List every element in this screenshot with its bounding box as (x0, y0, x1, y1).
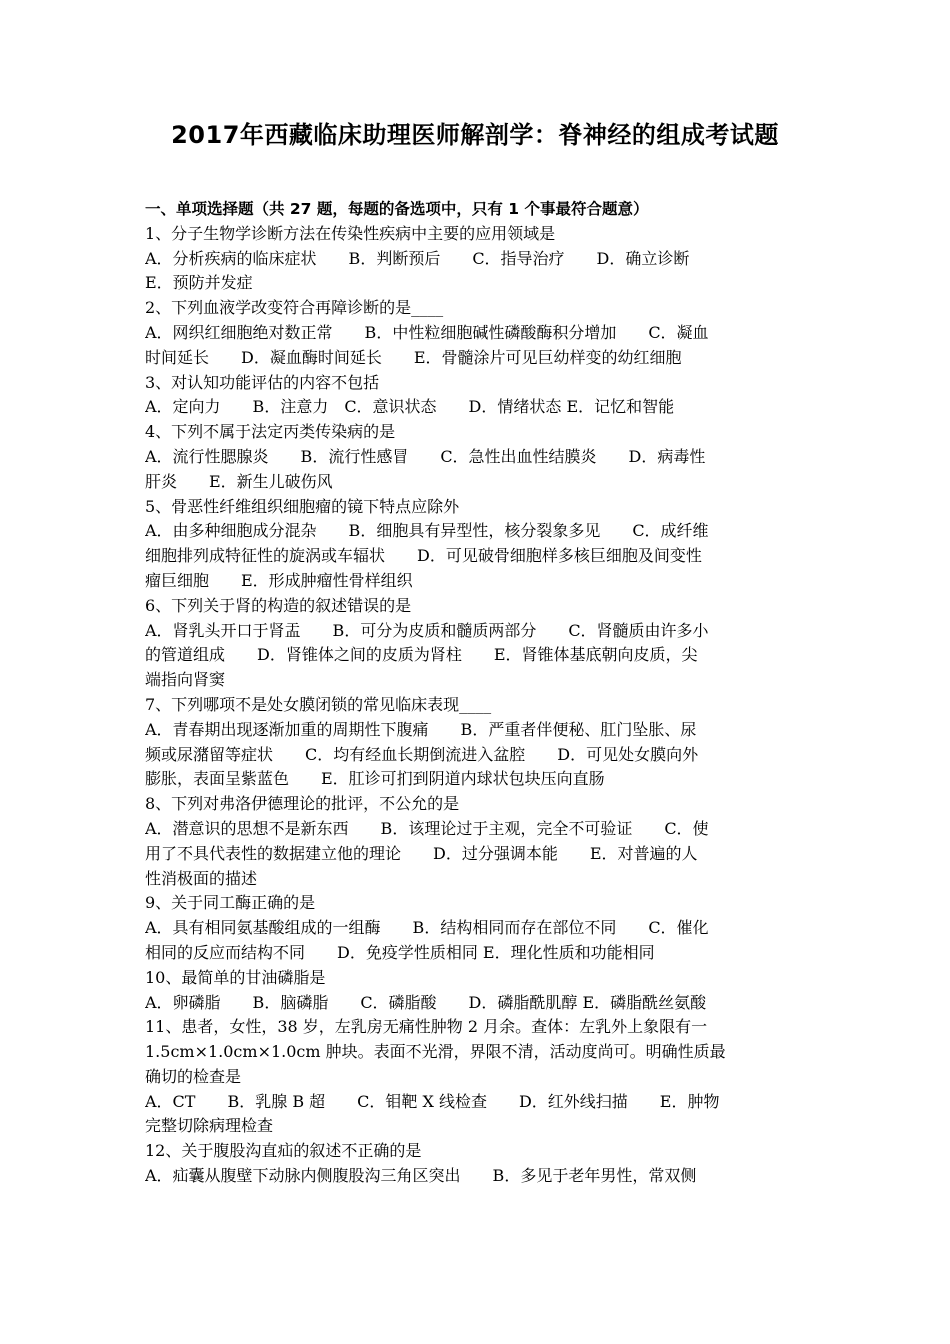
text-line: A．分析疾病的临床症状 B．判断预后 C．指导治疗 D．确立诊断 (145, 248, 690, 268)
text-line: 用了不具代表性的数据建立他的理论 D．过分强调本能 E．对普遍的人 (145, 843, 698, 863)
text-line: A．卵磷脂 B．脑磷脂 C．磷脂酸 D．磷脂酰肌醇 E．磷脂酰丝氨酸 (145, 992, 707, 1012)
text-line: 1.5cm×1.0cm×1.0cm 肿块。表面不光滑，界限不清，活动度尚可。明确性质最 (145, 1042, 726, 1062)
text-line: A．疝囊从腹壁下动脉内侧腹股沟三角区突出 B．多见于老年男性，常双侧 (145, 1166, 697, 1186)
text-line: 性消极面的描述 (145, 868, 258, 888)
question-lines (145, 222, 810, 1189)
text-line: 的管道组成 D．肾锥体之间的皮质为肾柱 E．肾锥体基底朝向皮质，尖 (145, 645, 698, 665)
text-line: 4、下列不属于法定丙类传染病的是 (145, 422, 396, 442)
text-line: 细胞排列成特征性的旋涡或车辐状 D．可见破骨细胞样多核巨细胞及间变性 (145, 546, 702, 566)
text-line: 时间延长 D．凝血酶时间延长 E．骨髓涂片可见巨幼样变的幼红细胞 (145, 347, 682, 367)
section-heading: 一、单项选择题（共 27 题，每题的备选项中，只有 1 个事最符合题意） (145, 200, 649, 218)
text-line: A．流行性腮腺炎 B．流行性感冒 C．急性出血性结膜炎 D．病毒性 (145, 446, 706, 466)
text-line: 相同的反应而结构不同 D．免疫学性质相同 E．理化性质和功能相同 (145, 942, 655, 962)
text-line: 瘤巨细胞 E．形成肿瘤性骨样组织 (145, 570, 413, 590)
text-line: 10、最简单的甘油磷脂是 (145, 967, 326, 987)
text-line: 5、骨恶性纤维组织细胞瘤的镜下特点应除外 (145, 496, 460, 516)
text-line: 9、关于同工酶正确的是 (145, 893, 316, 913)
text-line: 肝炎 E．新生儿破伤风 (145, 471, 333, 491)
text-line: A．潜意识的思想不是新东西 B．该理论过于主观，完全不可验证 C．使 (145, 818, 709, 838)
text-line: A．青春期出现逐渐加重的周期性下腹痛 B．严重者伴便秘、肛门坠胀、尿 (145, 719, 697, 739)
document-title: 2017年西藏临床助理医师解剖学：脊神经的组成考试题 (171, 121, 779, 149)
text-line: A．肾乳头开口于肾盂 B．可分为皮质和髓质两部分 C．肾髓质由许多小 (145, 620, 709, 640)
text-line: 2、下列血液学改变符合再障诊断的是____ (145, 298, 444, 318)
text-line: 6、下列关于肾的构造的叙述错误的是 (145, 595, 412, 615)
text-line: 完整切除病理检查 (145, 1116, 274, 1136)
text-line: 3、对认知功能评估的内容不包括 (145, 372, 380, 392)
text-line: 频或尿潴留等症状 C．均有经血长期倒流进入盆腔 D．可见处女膜向外 (145, 744, 699, 764)
text-line: A．具有相同氨基酸组成的一组酶 B．结构相同而存在部位不同 C．催化 (145, 918, 709, 938)
text-line: E．预防并发症 (145, 273, 253, 293)
text-line: 端指向肾窦 (145, 670, 226, 690)
text-line: A．定向力 B．注意力 C．意识状态 D．情绪状态 E．记忆和智能 (145, 397, 675, 417)
text-line: 12、关于腹股沟直疝的叙述不正确的是 (145, 1141, 422, 1161)
text-line: 11、患者，女性，38 岁，左乳房无痛性肿物 2 月余。查体：左乳外上象限有一 (145, 1017, 708, 1037)
text-line: A．CT B．乳腺 B 超 C．钼靶 X 线检查 D．红外线扫描 E．肿物 (145, 1091, 720, 1111)
text-line: 7、下列哪项不是处女膜闭锁的常见临床表现____ (145, 694, 492, 714)
text-line: A．网织红细胞绝对数正常 B．中性粒细胞碱性磷酸酶积分增加 C．凝血 (145, 322, 709, 342)
text-line: 1、分子生物学诊断方法在传染性疾病中主要的应用领域是 (145, 223, 556, 243)
text-line: 膨胀，表面呈紫蓝色 E．肛诊可扪到阴道内球状包块压向直肠 (145, 769, 605, 789)
text-line: 确切的检查是 (145, 1066, 242, 1086)
text-line: A．由多种细胞成分混杂 B．细胞具有异型性，核分裂象多见 C．成纤维 (145, 521, 709, 541)
text-line: 8、下列对弗洛伊德理论的批评，不公允的是 (145, 794, 460, 814)
question-body (145, 197, 810, 1189)
